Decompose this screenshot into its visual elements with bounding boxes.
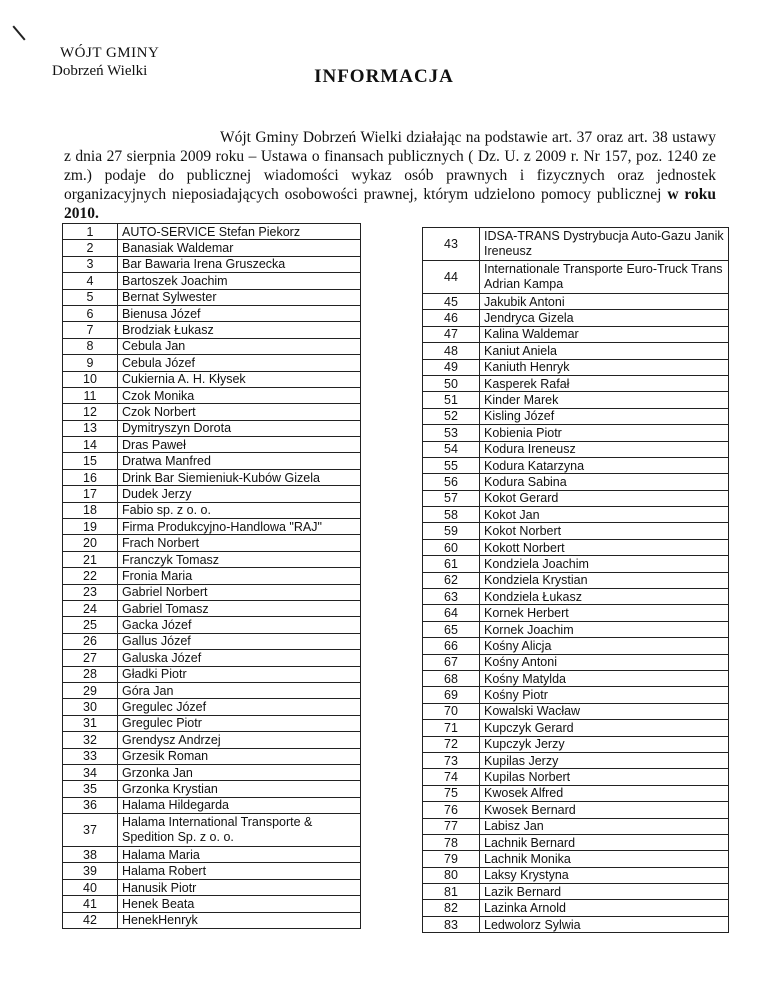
recipient-name: Kupczyk Gerard — [480, 720, 729, 736]
recipient-name: Bienusa Józef — [118, 305, 361, 321]
pen-mark — [12, 25, 25, 40]
row-number: 25 — [63, 617, 118, 633]
row-number: 45 — [423, 294, 480, 310]
row-number: 36 — [63, 797, 118, 813]
row-number: 44 — [423, 261, 480, 294]
recipient-name: Lazik Bernard — [480, 884, 729, 900]
recipient-name: Kokot Jan — [480, 507, 729, 523]
row-number: 61 — [423, 556, 480, 572]
row-number: 63 — [423, 589, 480, 605]
table-row — [63, 650, 361, 666]
table-row — [63, 338, 361, 354]
table-row — [423, 326, 729, 342]
recipient-name: Gabriel Norbert — [118, 584, 361, 600]
row-number: 37 — [63, 814, 118, 847]
recipient-name: Kokott Norbert — [480, 539, 729, 555]
table-row — [423, 523, 729, 539]
row-number: 69 — [423, 687, 480, 703]
table-row — [423, 916, 729, 932]
recipient-name: Grzonka Krystian — [118, 781, 361, 797]
recipient-name: Kasperek Rafał — [480, 375, 729, 391]
recipient-name: Grzesik Roman — [118, 748, 361, 764]
recipient-name: Halama Maria — [118, 847, 361, 863]
row-number: 62 — [423, 572, 480, 588]
table-row — [63, 224, 361, 240]
row-number: 40 — [63, 879, 118, 895]
recipient-name: Jendryca Gizela — [480, 310, 729, 326]
table-row — [63, 420, 361, 436]
table-row — [423, 556, 729, 572]
recipients-table-left — [62, 223, 361, 929]
intro-bold: w roku 2010. — [64, 186, 716, 222]
row-number: 3 — [63, 256, 118, 272]
intro-text: Wójt Gminy Dobrzeń Wielki działając na podstawie art. 37 oraz art. 38 ustawy z dnia 27 sierpnia 2009 roku – Ustawa o finansach publicznych ( Dz. U. z 2009 r. Nr 157, poz. 1240 ze zm.) podaje do publicznej wiadomości wykaz osób prawnych i fizycznych oraz jednostek organizacyjnych nieposiadających osobowości prawnej, którym udzielono pomocy publicznej — [64, 129, 716, 203]
issuer-line-2: Dobrzeń Wielki — [52, 63, 148, 79]
table-row — [63, 699, 361, 715]
recipient-name: Cebula Jan — [118, 338, 361, 354]
row-number: 50 — [423, 375, 480, 391]
row-number: 77 — [423, 818, 480, 834]
table-row — [63, 502, 361, 518]
table-row — [63, 322, 361, 338]
table-row — [423, 589, 729, 605]
row-number: 4 — [63, 273, 118, 289]
table-row — [423, 457, 729, 473]
row-number: 31 — [63, 715, 118, 731]
row-number: 79 — [423, 851, 480, 867]
recipient-name: Kupczyk Jerzy — [480, 736, 729, 752]
table-row — [423, 310, 729, 326]
row-number: 19 — [63, 519, 118, 535]
table-row — [63, 535, 361, 551]
table-row — [423, 621, 729, 637]
recipients-table-right — [422, 227, 729, 933]
row-number: 16 — [63, 469, 118, 485]
row-number: 2 — [63, 240, 118, 256]
table-row — [63, 633, 361, 649]
recipient-name: Kowalski Wacław — [480, 703, 729, 719]
row-number: 24 — [63, 600, 118, 616]
recipient-name: Kokot Norbert — [480, 523, 729, 539]
recipient-name: Kisling Józef — [480, 408, 729, 424]
row-number: 55 — [423, 457, 480, 473]
table-row — [63, 387, 361, 403]
recipient-name: Halama Hildegarda — [118, 797, 361, 813]
recipient-name: Frach Norbert — [118, 535, 361, 551]
row-number: 43 — [423, 228, 480, 261]
row-number: 10 — [63, 371, 118, 387]
recipient-name: Kaniut Aniela — [480, 343, 729, 359]
table-row — [423, 720, 729, 736]
issuer-line-1: WÓJT GMINY — [60, 45, 160, 61]
table-row — [423, 539, 729, 555]
table-row — [63, 748, 361, 764]
row-number: 82 — [423, 900, 480, 916]
recipient-name: Internationale Transporte Euro-Truck Trans Adrian Kampa — [480, 261, 729, 294]
row-number: 76 — [423, 802, 480, 818]
recipient-name: Drink Bar Siemieniuk-Kubów Gizela — [118, 469, 361, 485]
recipient-name: HenekHenryk — [118, 912, 361, 928]
row-number: 29 — [63, 682, 118, 698]
row-number: 9 — [63, 355, 118, 371]
recipient-name: Kośny Matylda — [480, 670, 729, 686]
table-row — [63, 781, 361, 797]
row-number: 57 — [423, 490, 480, 506]
recipient-name: Grendysz Andrzej — [118, 732, 361, 748]
row-number: 6 — [63, 305, 118, 321]
row-number: 1 — [63, 224, 118, 240]
table-row — [423, 670, 729, 686]
recipient-name: Halama International Transporte & Spedition Sp. z o. o. — [118, 814, 361, 847]
table-row — [423, 818, 729, 834]
table-row — [423, 294, 729, 310]
table-row — [63, 486, 361, 502]
recipient-name: Cebula Józef — [118, 355, 361, 371]
row-number: 5 — [63, 289, 118, 305]
table-row — [423, 752, 729, 768]
row-number: 80 — [423, 867, 480, 883]
recipient-name: Jakubik Antoni — [480, 294, 729, 310]
table-row — [423, 654, 729, 670]
recipient-name: Kośny Antoni — [480, 654, 729, 670]
recipient-name: Kornek Herbert — [480, 605, 729, 621]
recipient-name: Gregulec Józef — [118, 699, 361, 715]
recipient-name: Gacka Józef — [118, 617, 361, 633]
row-number: 22 — [63, 568, 118, 584]
recipient-name: Kornek Joachim — [480, 621, 729, 637]
row-number: 54 — [423, 441, 480, 457]
document-title: INFORMACJA — [314, 66, 454, 87]
recipient-name: Kalina Waldemar — [480, 326, 729, 342]
row-number: 27 — [63, 650, 118, 666]
row-number: 59 — [423, 523, 480, 539]
table-row — [63, 896, 361, 912]
row-number: 83 — [423, 916, 480, 932]
table-row — [423, 884, 729, 900]
recipient-name: Kodura Sabina — [480, 474, 729, 490]
table-row — [63, 814, 361, 847]
row-number: 74 — [423, 769, 480, 785]
recipient-name: Czok Monika — [118, 387, 361, 403]
recipient-name: Bar Bawaria Irena Gruszecka — [118, 256, 361, 272]
row-number: 75 — [423, 785, 480, 801]
table-row — [423, 228, 729, 261]
row-number: 34 — [63, 764, 118, 780]
row-number: 71 — [423, 720, 480, 736]
recipient-name: Gabriel Tomasz — [118, 600, 361, 616]
row-number: 58 — [423, 507, 480, 523]
recipient-name: Kokot Gerard — [480, 490, 729, 506]
table-row — [423, 769, 729, 785]
table-row — [423, 703, 729, 719]
recipient-name: Bernat Sylwester — [118, 289, 361, 305]
table-row — [63, 469, 361, 485]
row-number: 46 — [423, 310, 480, 326]
row-number: 39 — [63, 863, 118, 879]
recipient-name: Henek Beata — [118, 896, 361, 912]
recipient-name: Kośny Alicja — [480, 638, 729, 654]
table-row — [63, 568, 361, 584]
row-number: 81 — [423, 884, 480, 900]
row-number: 49 — [423, 359, 480, 375]
table-row — [423, 375, 729, 391]
table-row — [423, 572, 729, 588]
recipient-name: Kodura Ireneusz — [480, 441, 729, 457]
recipient-name: Czok Norbert — [118, 404, 361, 420]
row-number: 12 — [63, 404, 118, 420]
table-row — [63, 682, 361, 698]
row-number: 21 — [63, 551, 118, 567]
recipient-name: Firma Produkcyjno-Handlowa "RAJ" — [118, 519, 361, 535]
recipient-name: Kondziela Joachim — [480, 556, 729, 572]
table-row — [63, 764, 361, 780]
row-number: 30 — [63, 699, 118, 715]
intro-paragraph — [64, 128, 716, 223]
recipient-name: Bartoszek Joachim — [118, 273, 361, 289]
table-row — [423, 425, 729, 441]
row-number: 48 — [423, 343, 480, 359]
row-number: 78 — [423, 834, 480, 850]
recipient-name: Fronia Maria — [118, 568, 361, 584]
table-row — [63, 240, 361, 256]
table-row — [63, 273, 361, 289]
row-number: 17 — [63, 486, 118, 502]
table-row — [423, 638, 729, 654]
row-number: 26 — [63, 633, 118, 649]
recipient-name: IDSA-TRANS Dystrybucja Auto-Gazu Janik Ireneusz — [480, 228, 729, 261]
table-row — [423, 490, 729, 506]
table-row — [423, 736, 729, 752]
table-row — [63, 551, 361, 567]
recipient-name: Kobienia Piotr — [480, 425, 729, 441]
row-number: 32 — [63, 732, 118, 748]
recipient-name: Kwosek Bernard — [480, 802, 729, 818]
table-row — [63, 355, 361, 371]
recipient-name: Gładki Piotr — [118, 666, 361, 682]
row-number: 72 — [423, 736, 480, 752]
table-row — [63, 404, 361, 420]
row-number: 52 — [423, 408, 480, 424]
table-row — [423, 507, 729, 523]
recipient-name: Kośny Piotr — [480, 687, 729, 703]
table-row — [63, 289, 361, 305]
recipient-name: AUTO-SERVICE Stefan Piekorz — [118, 224, 361, 240]
recipient-name: Dratwa Manfred — [118, 453, 361, 469]
row-number: 23 — [63, 584, 118, 600]
row-number: 51 — [423, 392, 480, 408]
recipient-name: Fabio sp. z o. o. — [118, 502, 361, 518]
recipient-name: Lachnik Monika — [480, 851, 729, 867]
table-row — [423, 785, 729, 801]
row-number: 35 — [63, 781, 118, 797]
row-number: 7 — [63, 322, 118, 338]
recipient-name: Góra Jan — [118, 682, 361, 698]
row-number: 64 — [423, 605, 480, 621]
recipient-name: Dudek Jerzy — [118, 486, 361, 502]
table-row — [63, 666, 361, 682]
table-row — [63, 437, 361, 453]
recipient-name: Kaniuth Henryk — [480, 359, 729, 375]
table-row — [63, 600, 361, 616]
table-row — [423, 343, 729, 359]
row-number: 33 — [63, 748, 118, 764]
table-row — [63, 371, 361, 387]
row-number: 14 — [63, 437, 118, 453]
table-row — [423, 851, 729, 867]
table-row — [63, 256, 361, 272]
row-number: 65 — [423, 621, 480, 637]
table-row — [423, 261, 729, 294]
table-row — [63, 912, 361, 928]
row-number: 68 — [423, 670, 480, 686]
table-row — [423, 900, 729, 916]
row-number: 56 — [423, 474, 480, 490]
recipient-name: Brodziak Łukasz — [118, 322, 361, 338]
table-row — [63, 797, 361, 813]
row-number: 15 — [63, 453, 118, 469]
table-row — [63, 732, 361, 748]
recipient-name: Halama Robert — [118, 863, 361, 879]
table-row — [423, 802, 729, 818]
row-number: 70 — [423, 703, 480, 719]
row-number: 41 — [63, 896, 118, 912]
row-number: 42 — [63, 912, 118, 928]
recipient-name: Kondziela Krystian — [480, 572, 729, 588]
row-number: 8 — [63, 338, 118, 354]
row-number: 38 — [63, 847, 118, 863]
recipient-name: Hanusik Piotr — [118, 879, 361, 895]
recipient-name: Cukiernia A. H. Kłysek — [118, 371, 361, 387]
row-number: 66 — [423, 638, 480, 654]
row-number: 73 — [423, 752, 480, 768]
row-number: 67 — [423, 654, 480, 670]
recipient-name: Lachnik Bernard — [480, 834, 729, 850]
row-number: 53 — [423, 425, 480, 441]
recipient-name: Lazinka Arnold — [480, 900, 729, 916]
row-number: 28 — [63, 666, 118, 682]
table-row — [423, 359, 729, 375]
table-row — [63, 863, 361, 879]
table-row — [423, 408, 729, 424]
recipient-name: Kwosek Alfred — [480, 785, 729, 801]
row-number: 11 — [63, 387, 118, 403]
recipient-name: Galuska Józef — [118, 650, 361, 666]
row-number: 47 — [423, 326, 480, 342]
table-row — [63, 847, 361, 863]
recipient-name: Kinder Marek — [480, 392, 729, 408]
recipient-name: Gregulec Piotr — [118, 715, 361, 731]
table-row — [63, 715, 361, 731]
recipient-name: Labisz Jan — [480, 818, 729, 834]
table-row — [423, 441, 729, 457]
recipient-name: Ledwolorz Sylwia — [480, 916, 729, 932]
recipient-name: Gallus Józef — [118, 633, 361, 649]
row-number: 20 — [63, 535, 118, 551]
row-number: 13 — [63, 420, 118, 436]
recipient-name: Laksy Krystyna — [480, 867, 729, 883]
table-row — [423, 687, 729, 703]
recipient-name: Dras Paweł — [118, 437, 361, 453]
table-row — [423, 474, 729, 490]
recipient-name: Franczyk Tomasz — [118, 551, 361, 567]
recipient-name: Banasiak Waldemar — [118, 240, 361, 256]
table-row — [63, 519, 361, 535]
table-row — [63, 617, 361, 633]
recipient-name: Dymitryszyn Dorota — [118, 420, 361, 436]
table-row — [423, 605, 729, 621]
table-row — [423, 834, 729, 850]
recipient-name: Kondziela Łukasz — [480, 589, 729, 605]
table-row — [63, 453, 361, 469]
table-row — [63, 584, 361, 600]
table-row — [63, 305, 361, 321]
recipient-name: Kupilas Jerzy — [480, 752, 729, 768]
table-row — [423, 392, 729, 408]
row-number: 60 — [423, 539, 480, 555]
table-row — [63, 879, 361, 895]
row-number: 18 — [63, 502, 118, 518]
table-row — [423, 867, 729, 883]
recipient-name: Kodura Katarzyna — [480, 457, 729, 473]
recipient-name: Grzonka Jan — [118, 764, 361, 780]
recipient-name: Kupilas Norbert — [480, 769, 729, 785]
